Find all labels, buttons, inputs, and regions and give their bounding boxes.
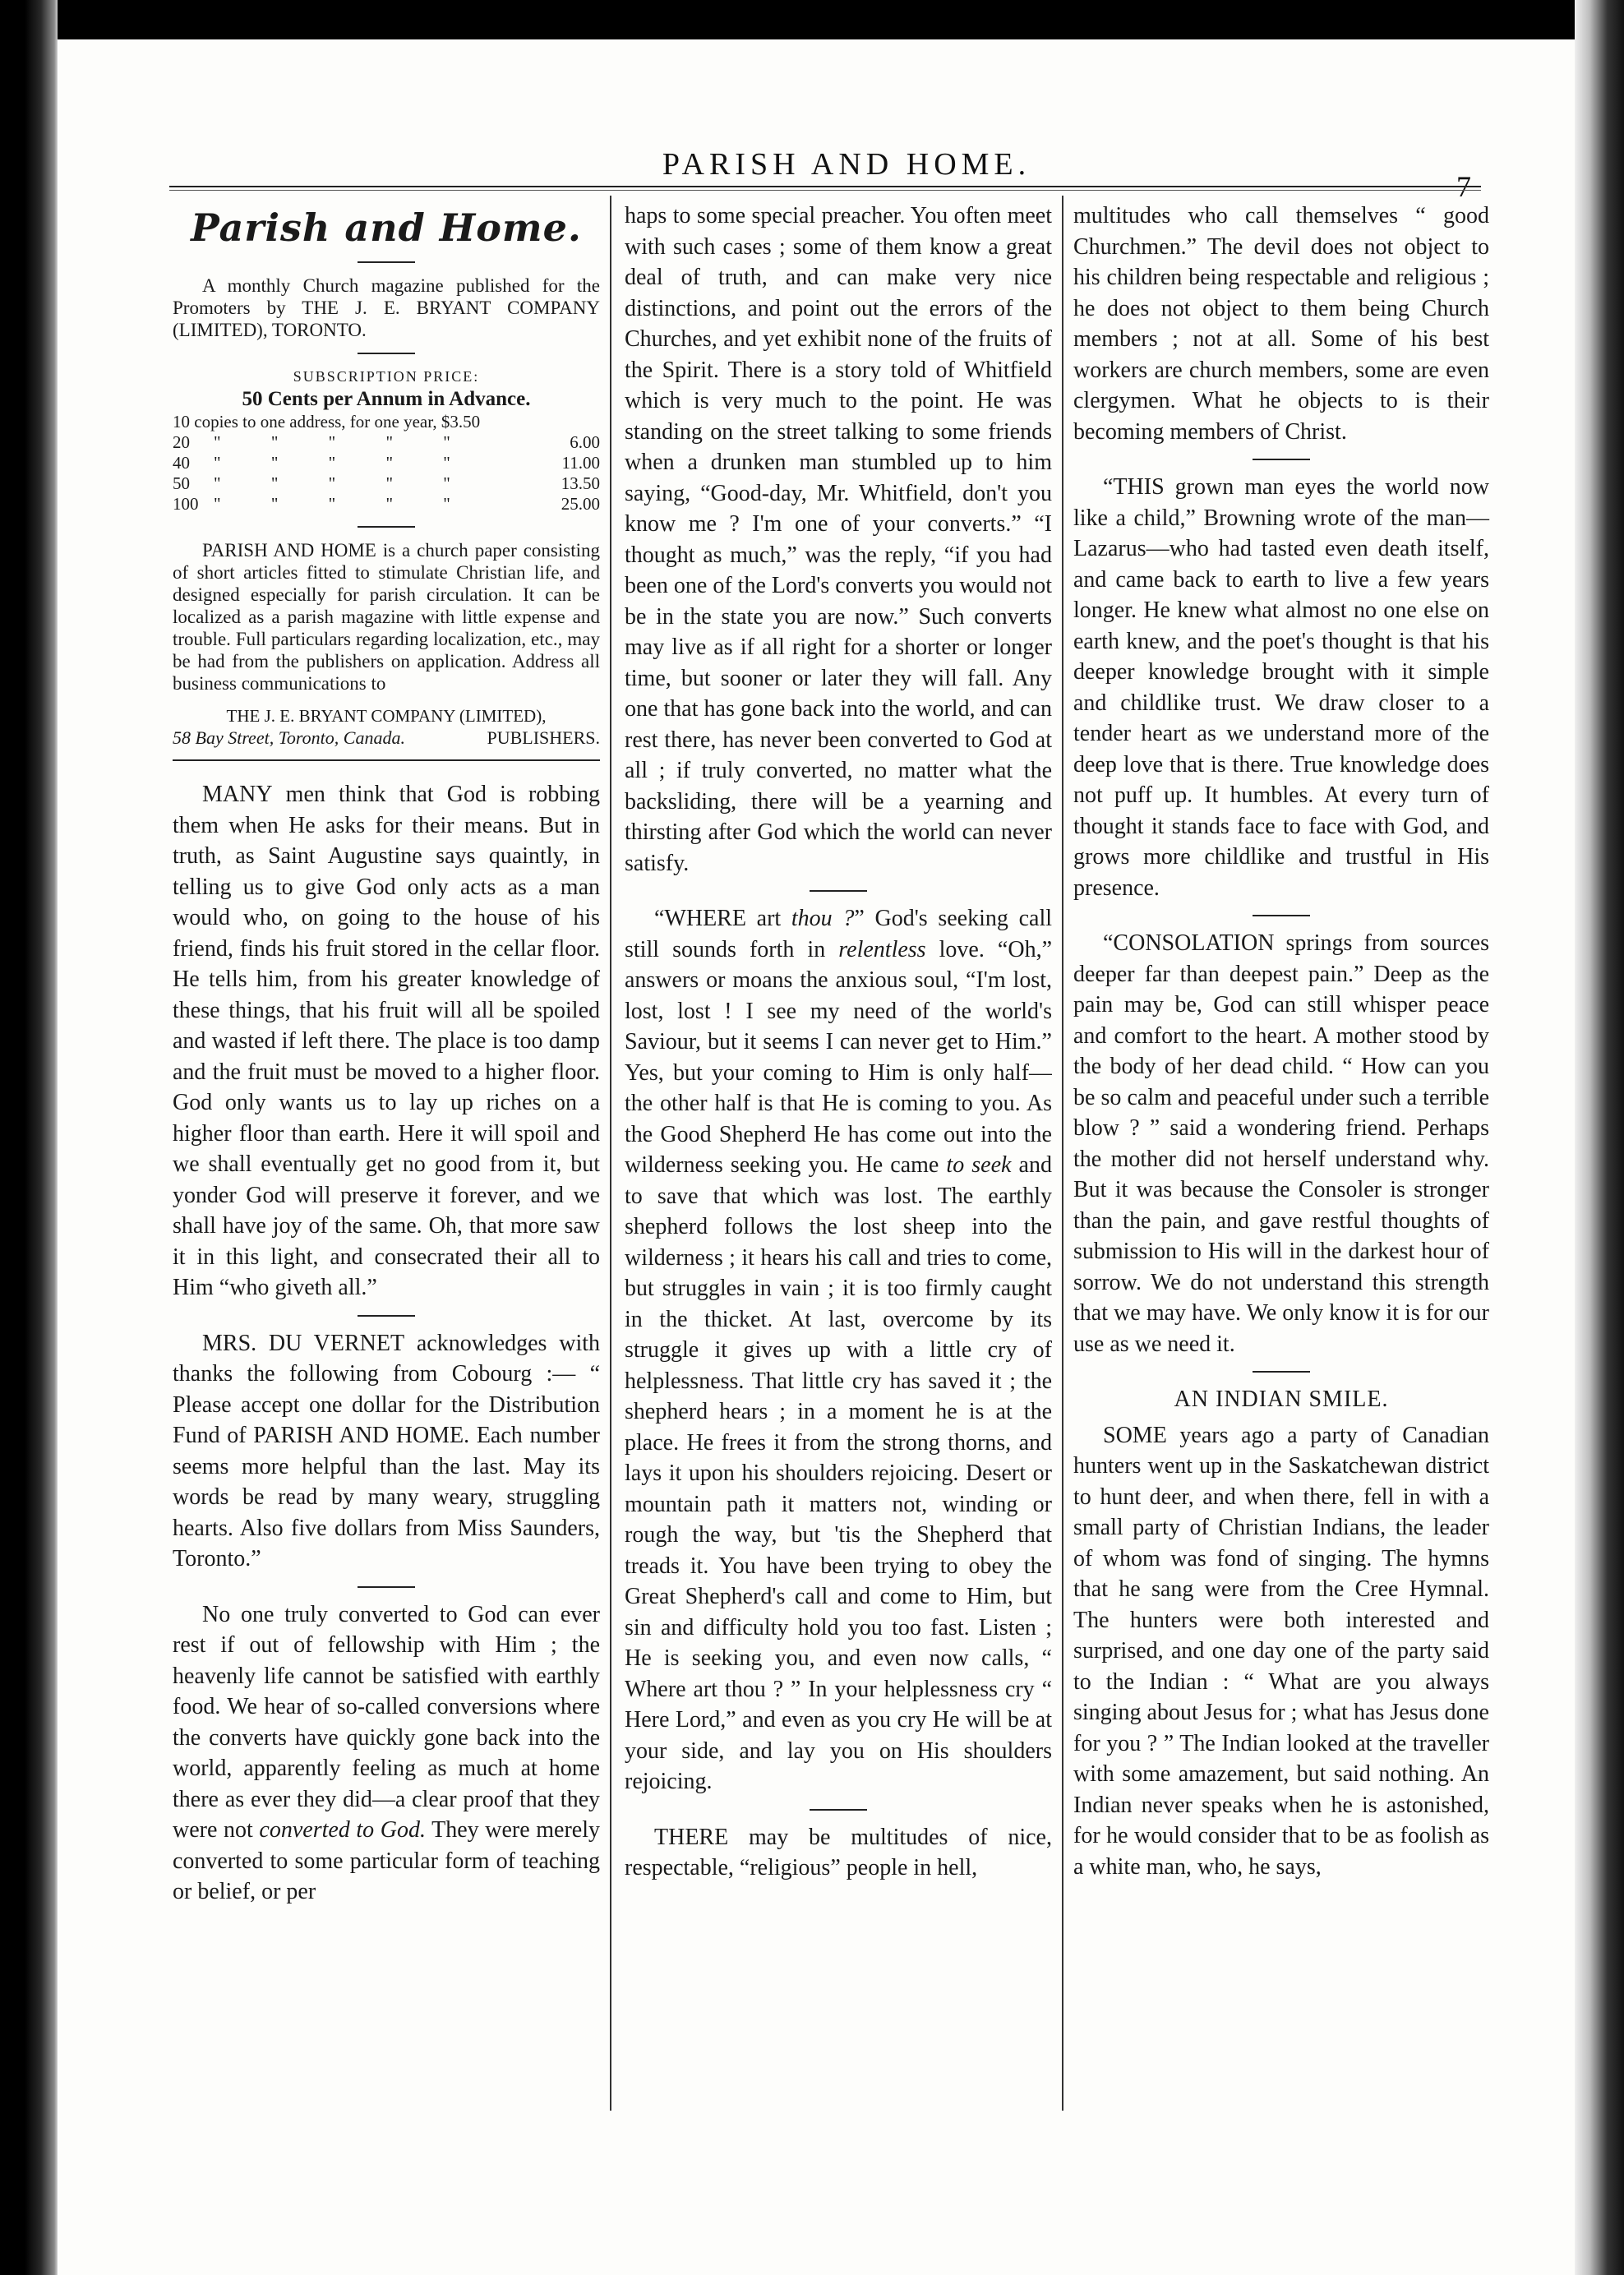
price-value: 6.00 — [570, 432, 600, 452]
column-1 — [173, 201, 600, 1908]
section-rule — [358, 1315, 415, 1317]
article-body: grown man eyes the world now like a child,” Browning wrote of the man—Lazarus—who had tasted even death itself, and came back to earth to live a few years longer. He knew what almost no one else on earth knew, and the poet's thought is that his deeper knowledge brought with it simple and childlike trust. We draw closer to a tender heart as we understand more of the deep love that is there. True knowledge does not puff up. It humbles. At every turn of thought it stands face to face with God, and grows more childlike and trustful in His presence. — [1073, 474, 1489, 901]
masthead-description: PARISH AND HOME is a church paper consisting of short articles fitted to stimulate Christian life, and designed especially for parish circulation. It can be localized as a parish magazine with little expense and trouble. Full particulars regarding localization, etc., may be had from the publishers on application. Address all business communications to — [173, 540, 600, 694]
article-du-vernet — [173, 1328, 600, 1575]
article-body: art — [745, 906, 791, 931]
article-grown-man — [1073, 472, 1489, 903]
ditto-marks: " " " " " — [214, 494, 473, 514]
price-qty: 40 — [173, 453, 190, 473]
article-many-men — [173, 779, 600, 1304]
section-rule — [810, 1809, 867, 1811]
scan-top-border — [0, 0, 1624, 39]
price-row — [173, 473, 600, 494]
masthead-rule — [358, 261, 415, 263]
publisher-address: 58 Bay Street, Toronto, Canada. — [173, 727, 405, 748]
article-body: acknowledges with thanks the following from Cobourg :— “ Please accept one dollar for the Distribution Fund of PARISH AND HOME. Each number seems more helpful than the last. May its words be read by many weary, struggling hearts. Also five dollars from Miss Saunders, Toronto.” — [173, 1330, 600, 1571]
article-body: No one truly converted to God can ever rest if out of fellowship with Him ; the heavenly life cannot be satisfied with earthly food. We hear of so-called conversions where the converts have quickly gone back into the world, apparently feeling as much at home there as ever they did—a clear proof that they were not — [173, 1601, 600, 1843]
article-where-art-thou — [625, 903, 1052, 1797]
price-value: 25.00 — [561, 494, 600, 514]
article-body: men think that God is robbing them when He asks for their means. But in truth, as Saint Augustine says quaintly, in telling us to give God only acts as a man would who, on going to the house of his friend, finds his fruit stored in the cellar floor. He tells him, from his greater knowledge of these things, that his fruit will all be spoiled and wasted if left there. The place is too damp and the fruit must be moved to a higher floor. God only wants us to lay up riches on a higher floor than earth. Here it will spoil and we shall eventually get no good from it, but yonder God will preserve it forever, and we shall have joy of the same. Oh, that more saw it in this light, and consecrated their all to Him “who giveth all.” — [173, 782, 600, 1300]
article-lead: MANY — [202, 782, 273, 807]
section-rule — [810, 890, 867, 892]
article-body: multitudes who call themselves “ good Churchmen.” The devil does not object to his children being respectable and religious ; he does not object to them being Church members ; not at all. Some of his best workers are church members, some are even clergymen. What he objects to is their becoming members of Christ. — [1073, 203, 1489, 445]
article-no-one-continued — [625, 201, 1052, 879]
price-first-line: 10 copies to one address, for one year, $3.50 — [173, 412, 481, 431]
article-emphasis: thou ? — [791, 906, 855, 931]
article-heading: AN INDIAN SMILE. — [1174, 1387, 1389, 1412]
section-rule — [1253, 459, 1310, 460]
section-rule — [358, 1586, 415, 1588]
price-qty: 100 — [173, 494, 199, 514]
page-number: 7 — [1456, 170, 1471, 203]
section-rule — [1253, 1371, 1310, 1373]
header-rule — [169, 186, 1481, 191]
running-title: PARISH AND HOME. — [662, 147, 1031, 182]
column-2 — [625, 201, 1052, 2116]
ditto-marks: " " " " " — [214, 473, 473, 493]
article-body: years ago a party of Canadian hunters went up in the Saskatchewan district to hunt deer, and when there, fell in with a small party of Christian Indians, the leader of whom was fond of singing. The hymns that he sang were from the Cree Hymnal. The hunters were both interested and surprised, and one day one of the party said to the Indian : “ What are you always singing about Jesus for ; what has Jesus done for you ? ” The Indian looked at the traveller with some amazement, but said nothing. An Indian never speaks when he is astonished, for he would consider that to be as foolish as a white man, who, he says, — [1073, 1422, 1489, 1880]
column-3 — [1073, 201, 1489, 1882]
section-rule — [1253, 915, 1310, 916]
article-body: love. “Oh,” answers or moans the anxious soul, “I'm lost, lost, lost ! I see my need of the world's Saviour, but it seems I can never get to Him.” Yes, but your coming to Him is only half—the other half is that He is coming to you. As the Good Shepherd He has come out into the wilderness seeking you. He came — [625, 936, 1052, 1178]
article-emphasis: relentless — [838, 936, 926, 962]
subscription-heading: SUBSCRIPTION PRICE: — [293, 368, 480, 385]
ditto-marks: " " " " " — [214, 432, 473, 452]
article-emphasis: to seek — [946, 1152, 1012, 1178]
article-body: ” God's seeking call still sounds forth in — [625, 906, 1052, 962]
article-lead: THERE — [654, 1824, 729, 1850]
article-body: springs from sources deeper far than deepest pain.” Deep as the pain may be, God can still whisper peace and comfort to the heart. A mother stood by the body of her dead child. “ How can you be so calm and peaceful under such a terrible blow ? ” said a wondering friend. Perhaps the mother did not herself understand why. But it was because the Consoler is stronger than the pain, and gave restful thoughts of submission to His will in the darkest hour of sorrow. We do not understand this strength that we may have. We only know it is for our use as we need it. — [1073, 930, 1489, 1357]
masthead-bottom-rule — [173, 754, 600, 761]
ditto-marks: " " " " " — [214, 453, 473, 473]
article-lead: “THIS — [1103, 474, 1165, 500]
masthead-intro: A monthly Church magazine published for the Promoters by THE J. E. BRYANT COMPANY (LIMITED), TORONTO. — [173, 275, 600, 340]
article-lead: “WHERE — [654, 906, 746, 931]
article-body: may be multitudes of nice, respectable, “religious” people in hell, — [625, 1824, 1052, 1880]
price-row — [173, 494, 600, 515]
price-row — [173, 432, 600, 453]
scan-left-border — [0, 0, 58, 2275]
masthead-title: Parish and Home. — [191, 205, 582, 250]
article-consolation — [1073, 928, 1489, 1359]
scan-right-border — [1575, 0, 1624, 2275]
price-row — [173, 453, 600, 473]
price-value: 11.00 — [561, 453, 600, 473]
publisher-label: PUBLISHERS. — [487, 727, 600, 748]
article-body: and to save that which was lost. The earthly shepherd follows the lost sheep into the wilderness ; it hears his call and tries to come, but struggles in vain ; it is too firmly caught in the thicket. At last, overcome by its struggle it gives up with a little cry of helplessness. That little cry has saved it ; the shepherd hears ; in a moment he is at the place. He frees it from the strong thorns, and lays it upon his shoulders rejoicing. Desert or mountain path it matters not, winding or rough the way, but 'tis the Shepherd that treads it. You have been trying to obey the Great Shepherd's call and come to Him, but sin and difficulty hold you too fast. Listen ; He is seeking you, and even now calls, “ Where art thou ? ” In your helplessness cry “ Here Lord,” and even as you cry He will be at your side, and lay you on His shoulders rejoicing. — [625, 1152, 1052, 1794]
price-heading: 50 Cents per Annum in Advance. — [242, 388, 531, 410]
masthead-rule-3 — [358, 526, 415, 528]
article-indian-smile — [1073, 1420, 1489, 1883]
column-divider-2 — [1062, 196, 1063, 2111]
price-value: 13.50 — [561, 473, 600, 493]
publisher-name: THE J. E. BRYANT COMPANY (LIMITED), — [226, 706, 547, 726]
article-multitudes — [625, 1822, 1052, 1884]
article-no-one — [173, 1599, 600, 1908]
column-divider-1 — [610, 196, 611, 2111]
article-lead: SOME — [1103, 1422, 1167, 1448]
article-lead: “CONSOLATION — [1103, 930, 1275, 956]
masthead-rule-2 — [358, 353, 415, 354]
price-qty: 20 — [173, 432, 190, 452]
article-body: haps to some special preacher. You often meet with such cases ; some of them know a great deal of truth, and can make very nice distinctions, and point out the errors of the Churches, and yet exhibit none of the fruits of the Spirit. There is a story told of Whitfield which is very much to the point. He was standing on the street talking to some friends when a drunken man stumbled up to him saying, “Good-day, Mr. Whitfield, don't you know me ? I'm one of your converts.” “I thought as much,” was the reply, “if you had been one of the Lord's converts you would not be in the state you are now.” Such converts may live as if all right for a shorter or longer time, but sooner or later they will fall. Any one that has gone back into the world, and can rest there, has never been converted to God at all ; if truly converted, no matter what the backsliding, there will be a yearning and thirsting after God which the world can never satisfy. — [625, 203, 1052, 876]
article-emphasis: converted to God. — [259, 1817, 427, 1843]
article-lead: MRS. DU VERNET — [202, 1330, 405, 1356]
article-body: They were merely converted to some particular form of teaching or belief, or per — [173, 1817, 601, 1904]
publisher-line — [173, 727, 600, 750]
price-qty: 50 — [173, 473, 190, 493]
article-multitudes-continued — [1073, 201, 1489, 447]
